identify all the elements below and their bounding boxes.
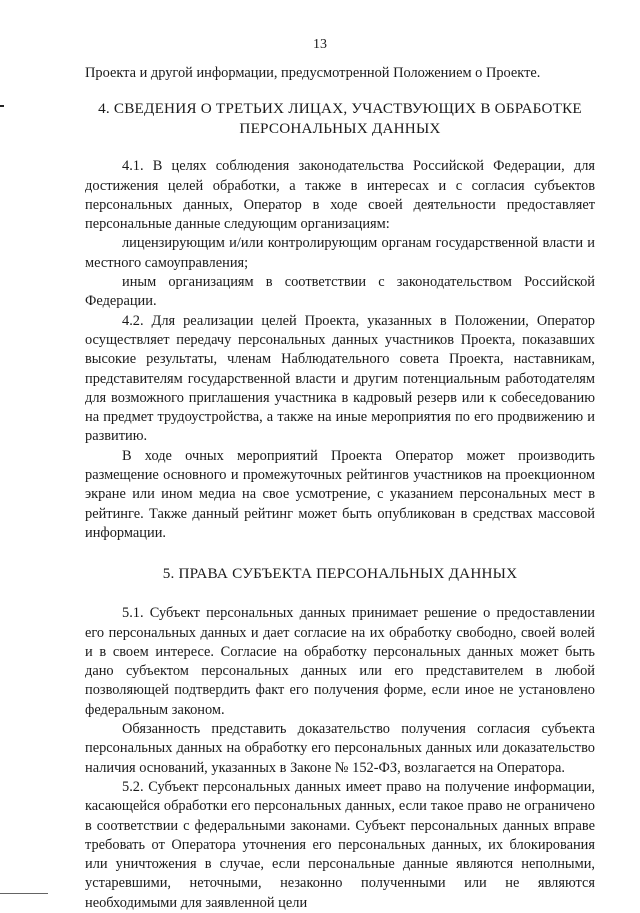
scan-mark [0,105,4,107]
paragraph-5-2: 5.2. Субъект персональных данных имеет право на получение информации, касающейся обработки его персональных данных, если такое право не ограничено в соответствии с федеральными законами. Субъект персональных данных вправе требовать от Оператора уточнения его персональных данных, их блокирования или уничтожения в случае, если персональные данные являются неполными, устаревшими, неточными, незаконно полученными или не являются необходимыми для заявленной цели [85,778,595,911]
list-item: иным организациям в соответствии с законодательством Российской Федерации. [85,274,595,310]
paragraph-5-1: 5.1. Субъект персональных данных принимает решение о предоставлении его персональных данных и дает согласие на их обработку свободно, своей волей и в своем интересе. Согласие на обработку персональных данных может быть дано субъектом персональных данных или его представителем в любой позволяющей подтвердить факт его получения форме, если иное не установлено федеральным законом. [85,605,595,718]
paragraph-5-1-b: Обязанность представить доказательство получения согласия субъекта персональных данных на обработку его персональных данных или доказательство наличия оснований, указанных в Законе № 152-ФЗ, возлагается на Оператора. [85,721,595,776]
page-number: 13 [313,37,327,52]
intro-line: Проекта и другой информации, предусмотренной Положением о Проекте. [85,65,541,81]
list-item: лицензирующим и/или контролирующим органам государственной власти и местного самоуправления; [85,235,595,271]
section-5-heading: 5. ПРАВА СУБЪЕКТА ПЕРСОНАЛЬНЫХ ДАННЫХ [162,565,518,583]
paragraph-4-1: 4.1. В целях соблюдения законодательства Российской Федерации, для достижения целей обработки, а также в интересах и с согласия субъектов персональных данных, Оператор в ходе своей деятельности предоставляет персональные данные следующим организациям: [85,158,595,233]
paragraph-4-2: 4.2. Для реализации целей Проекта, указанных в Положении, Оператор осуществляет передачу персональных данных участников Проекта, показавших высокие результаты, членам Наблюдательного совета Проекта, наставникам, представителям государственной власти и другим потенциальным работодателям для возможного приглашения участника в кадровый резерв или к собеседованию на предмет трудоустройства, а также на иные мероприятия по его продвижению и развитию. [85,312,595,445]
scan-mark [0,893,48,894]
document-body [85,64,595,913]
paragraph-4-3: В ходе очных мероприятий Проекта Оператор может производить размещение основного и промежуточных рейтингов участников на проекционном экране или ином медиа на свое усмотрение, с указанием персональных мест в рейтинге. Также данный рейтинг может быть опубликован в средствах массовой информации. [85,447,595,541]
section-4-heading: 4. СВЕДЕНИЯ О ТРЕТЬИХ ЛИЦАХ, УЧАСТВУЮЩИХ В ОБРАБОТКЕ ПЕРСОНАЛЬНЫХ ДАННЫХ [98,100,582,138]
